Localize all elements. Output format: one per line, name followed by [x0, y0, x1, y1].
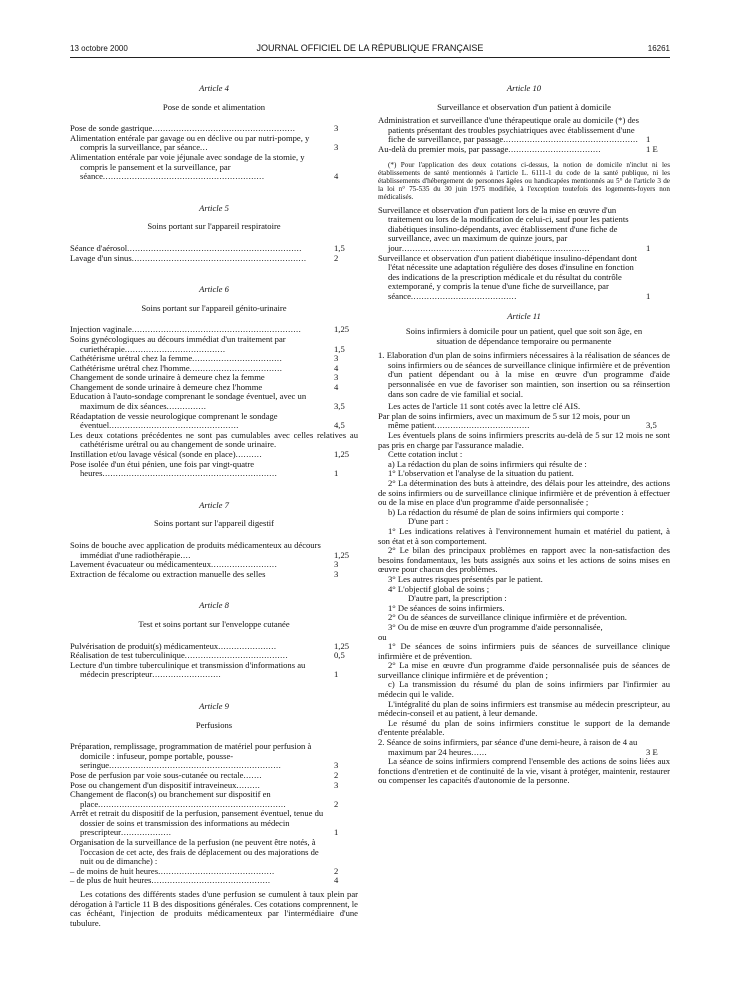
tariff-item-coefficient: 3,5	[334, 401, 345, 412]
tariff-item-label: Réadaptation de vessie neurologique comprenant le sondage éventuel	[70, 410, 278, 431]
tariff-item-label: Réalisation de test tuberculinique	[70, 650, 185, 661]
tariff-item-label: – de plus de huit heures	[70, 875, 152, 886]
paragraph: 1° De séances de soins infirmiers puis de séances de surveillance clinique infirmière et de prévention.	[378, 641, 670, 661]
paragraph: 1° Les indications relatives à l'environnement humain et matériel du patient, à son état et à son comportement.	[378, 525, 670, 546]
right-column	[378, 60, 670, 786]
tariff-item-leader-dots: ........................................	[410, 290, 517, 301]
article-items	[70, 742, 358, 886]
tariff-item-label: Pose de perfusion par voie sous-cutanée ou rectale	[70, 769, 244, 780]
paragraph: 2° Le bilan des principaux problèmes en rapport avec la non-satisfaction des besoins fondamentaux, les buts assignés aux soins et les actions de soins mises en œuvre pour chacun des problèmes.	[378, 545, 670, 575]
article-closing-paragraph: Les cotations des différents stades d'une perfusion se cumulent à taux plein par dérogation à l'article 11 B des dispositions générales. Ces cotations comprennent, le cas échéant, l'injection de produits médicamenteux par l'intermédiaire d'une tubulure.	[70, 889, 358, 928]
tariff-item-coefficient: 1	[646, 134, 651, 145]
tariff-item	[70, 335, 358, 354]
paragraph: 2° Ou de séances de surveillance clinique infirmière et de prévention.	[388, 612, 627, 623]
paragraph: 3° Les autres risques présentés par le patient.	[388, 573, 543, 584]
tariff-item-leader-dots: ...................................................	[503, 134, 639, 145]
article-items	[70, 450, 358, 479]
tariff-item-leader-dots: ...................................	[508, 143, 601, 154]
tariff-item-coefficient: 3	[334, 568, 339, 579]
tariff-item-leader-dots: .................................................	[109, 420, 239, 431]
tariff-item-leader-dots: ......................	[218, 640, 277, 651]
article-heading: Article 9	[199, 700, 229, 711]
tariff-item-coefficient: 1	[334, 468, 339, 479]
tariff-item-leader-dots: ..........	[235, 449, 263, 460]
tariff-item-coefficient: 1,25	[334, 324, 350, 335]
paragraph: D'autre part, la prescription :	[408, 593, 507, 604]
tariff-item	[378, 145, 670, 155]
tariff-item-leader-dots: .............................................	[151, 875, 271, 886]
tariff-item-coefficient: 1	[334, 827, 339, 838]
tariff-item-coefficient: 4	[334, 875, 339, 886]
paragraph: a) La rédaction du plan de soins infirmiers qui résulte de :	[388, 458, 587, 469]
tariff-item-coefficient: 2	[334, 798, 339, 809]
article-heading: Article 10	[506, 83, 542, 93]
tariff-item-label: Au-delà du premier mois, par passage	[378, 143, 509, 154]
tariff-item-leader-dots: ..................................................................	[102, 468, 278, 479]
tariff-item-coefficient: 3	[334, 353, 339, 364]
paragraph: 1° De séances de soins infirmiers.	[388, 602, 505, 613]
tariff-item-leader-dots: ......	[471, 746, 488, 757]
tariff-item-leader-dots: .............................................................	[102, 171, 265, 182]
tariff-item	[378, 254, 670, 302]
tariff-item-coefficient: 2	[334, 252, 339, 263]
tariff-item-coefficient: 0,5	[334, 650, 345, 661]
tariff-item-label: Soins de bouche avec application de produits médicamenteux au décours immédiat d'une radiothérapie	[70, 540, 321, 560]
tariff-item-coefficient: 3	[334, 559, 339, 570]
tariff-item	[70, 254, 358, 264]
tariff-item-leader-dots: ....	[180, 549, 191, 560]
section-title: Soins portant sur l'appareil respiratoire	[147, 221, 281, 232]
tariff-item-label: Changement de flacon(s) ou branchement sur dispositif en place	[70, 789, 271, 809]
tariff-item-leader-dots: ..................................	[192, 353, 283, 364]
tariff-item-coefficient: 1,25	[334, 449, 350, 460]
tariff-item-label: Surveillance et observation d'un patient lors de la mise en œuvre d'un traitement ou lors de la modification de celui-ci, sauf pour les patients diabétiques insulino-dépendants, avec établissement d'une fiche de surveillance, avec un maximum de quinze jours, par jour	[378, 204, 629, 253]
tariff-item-label: Changement de sonde urinaire à demeure chez la femme	[70, 372, 265, 383]
paragraph: 4° L'objectif global de soins ;	[388, 583, 490, 594]
tariff-item-label: Extraction de fécalome ou extraction manuelle des selles	[70, 568, 266, 579]
paragraph: 2° La mise en œuvre d'un programme d'aide personnalisée puis de séances de surveillance clinique infirmière et de prévention ;	[378, 660, 670, 680]
tariff-item-leader-dots: ......................................................	[152, 123, 296, 134]
footnote: (*) Pour l'application des deux cotations ci-dessus, la notion de domicile n'inclut ni les établissements de santé mentionnés à l'article L. 6111-1 du code de la santé publique, ni les établissements d'hébergement de personnes âgées ou handicapées mentionnés au 5° de l'article 3 de la loi n° 75-535 du 30 juin 1975 modifiée, à l'exception toutefois des logements-foyers non médicalisés.	[378, 160, 670, 202]
article-items	[70, 325, 358, 431]
tariff-item-label: Préparation, remplissage, programmation de matériel pour perfusion à domicile : infuseur, pompe portable, pousse-seringue	[70, 741, 312, 771]
tariff-item	[70, 134, 358, 153]
tariff-item-coefficient: 4,5	[334, 420, 345, 431]
paragraph: Cette cotation inclut :	[388, 449, 463, 460]
tariff-item-coefficient: 4	[334, 381, 339, 392]
tariff-item	[378, 738, 670, 757]
article-items	[70, 244, 358, 263]
paragraph: 3° Ou de mise en œuvre d'un programme d'aide personnalisée,	[388, 621, 603, 632]
tariff-item-label: Cathétérisme urétral chez la femme	[70, 353, 193, 364]
article-note: Les deux cotations précédentes ne sont pas cumulables avec celles relatives au cathétérisme urétral ou au changement de sonde urinaire.	[70, 429, 358, 450]
tariff-item-leader-dots: .........	[236, 779, 261, 790]
tariff-item	[70, 153, 358, 182]
tariff-item-label: Organisation de la surveillance de la perfusion (ne peuvent être notés, à l'occasion de cet acte, des frais de déplacement ou des majorations de nuit ou de dimanche) :	[70, 837, 319, 867]
header-page-number: 16261	[647, 44, 670, 53]
article-heading: Article 5	[199, 202, 229, 213]
tariff-item-coefficient: 3	[334, 142, 339, 153]
section-title: Pose de sonde et alimentation	[162, 101, 266, 112]
paragraph: 1. Elaboration d'un plan de soins infirmiers nécessaires à la réalisation de séances de soins infirmiers ou de séances de surveillance clinique infirmière et de prévention d'un patient dépendant ou à la mise en œuvre d'un programme d'aide personnalisée en vue de favoriser son maintien, son insertion ou sa réinsertion dans son cadre de vie familial et social.	[378, 350, 670, 399]
tariff-item	[70, 790, 358, 809]
tariff-item-leader-dots: ...	[200, 142, 208, 153]
tariff-item	[70, 742, 358, 771]
tariff-item-label: Administration et surveillance d'une thérapeutique orale au domicile (*) des patients présentant des troubles psychiatriques avec établissement d'une fiche de surveillance, par passage	[378, 115, 639, 145]
paragraph: Le résumé du plan de soins infirmiers constitue le support de la demande d'entente préalable.	[378, 717, 670, 738]
paragraph: D'une part :	[408, 516, 449, 527]
paragraph: 1° L'observation et l'analyse de la situation du patient.	[388, 468, 574, 479]
tariff-item-leader-dots: ..................................................................	[131, 252, 307, 263]
tariff-item-leader-dots: ...................................	[189, 362, 283, 373]
tariff-item-coefficient: 1,25	[334, 549, 350, 560]
article-items	[70, 642, 358, 680]
tariff-item-coefficient: 4	[334, 362, 339, 373]
article-heading: Article 7	[199, 499, 229, 510]
tariff-item-coefficient: 4	[334, 171, 339, 182]
tariff-item-leader-dots: ............................................	[158, 865, 275, 876]
tariff-item-coefficient: 3	[334, 123, 339, 134]
article-heading: Article 11	[507, 310, 541, 321]
tariff-item-label: Pose isolée d'un étui pénien, une fois par vingt-quatre heures	[70, 458, 255, 479]
tariff-item-label: – de moins de huit heures	[70, 865, 159, 876]
tariff-item	[70, 838, 358, 867]
tariff-item-label: Soins gynécologiques au décours immédiat d'un traitement par curiethérapie	[70, 333, 286, 354]
paragraph: Les éventuels plans de soins infirmiers prescrits au-delà de 5 sur 12 mois ne sont pas pris en charge par l'assurance maladie.	[378, 430, 670, 450]
tariff-item	[70, 460, 358, 479]
tariff-item	[70, 412, 358, 431]
tariff-item-label: Pose de sonde gastrique	[70, 123, 153, 134]
tariff-item-leader-dots: .......	[243, 769, 263, 780]
section-title: Surveillance et observation d'un patient à domicile	[437, 101, 611, 112]
article-items	[378, 116, 670, 154]
page-header	[70, 42, 670, 56]
paragraph: L'intégralité du plan de soins infirmiers est transmise au médecin prescripteur, au médecin-conseil et au patient, à leur demande.	[378, 698, 670, 719]
tariff-item-leader-dots: ..........................	[152, 669, 222, 680]
tariff-item-coefficient: 2	[334, 865, 339, 876]
tariff-item-label: Lavement évacuateur ou médicamenteux	[70, 559, 212, 570]
paragraph: 2° La détermination des buts à atteindre, des délais pour les atteindre, des actions de soins infirmiers ou de surveillance clinique infirmière et de prévention à effectuer ou de la mise en place d'un programme d'aide personnalisée ;	[378, 478, 670, 508]
article-items	[378, 206, 670, 302]
tariff-item-label: Injection vaginale	[70, 324, 132, 335]
tariff-item-coefficient: 3 E	[646, 746, 658, 757]
paragraph: b) La rédaction du résumé de plan de soins infirmiers qui comporte :	[388, 506, 624, 517]
tariff-item-label: Lavage d'un sinus	[70, 252, 132, 263]
tariff-item-coefficient: 1	[334, 669, 339, 680]
tariff-item	[70, 392, 358, 411]
tariff-item	[70, 541, 358, 560]
tariff-item-label: Arrêt et retrait du dispositif de la perfusion, pansement éventuel, tenue du dossier de soins et transmission des informations au médecin prescripteur	[70, 808, 324, 838]
paragraph: Les actes de l'article 11 sont cotés avec la lettre clé AIS.	[388, 401, 581, 412]
tariff-item-coefficient: 3	[334, 779, 339, 790]
article-heading: Article 6	[199, 284, 229, 295]
tariff-item-label: Alimentation entérale par gavage ou en déclive ou par nutri-pompe, y compris la surveillance, par séance	[70, 132, 310, 153]
tariff-item-label: Séance d'aérosol	[70, 242, 128, 253]
tariff-item	[70, 876, 358, 886]
tariff-item	[378, 412, 670, 431]
tariff-item-leader-dots: .......................................................................	[98, 798, 287, 809]
section-title: Test et soins portant sur l'enveloppe cutanée	[138, 618, 290, 629]
tariff-item-coefficient: 3	[334, 372, 339, 383]
tariff-item-label: Cathétérisme urétral chez l'homme	[70, 362, 190, 373]
tariff-item	[70, 661, 358, 680]
article-heading: Article 4	[199, 83, 229, 93]
header-rule	[70, 57, 670, 58]
article-heading: Article 8	[199, 600, 229, 611]
article-items	[70, 124, 358, 182]
section-title: Soins portant sur l'appareil digestif	[154, 518, 274, 529]
tariff-item-leader-dots: .........................	[211, 559, 278, 570]
article-items	[378, 738, 670, 757]
tariff-item-leader-dots: .................................................................	[109, 760, 282, 771]
tariff-item-coefficient: 2	[334, 769, 339, 780]
tariff-item-coefficient: 1 E	[646, 143, 658, 154]
paragraph: La séance de soins infirmiers comprend l'ensemble des actions de soins liées aux fonctions d'entretien et de continuité de la vie, visant à protéger, maintenir, restaurer ou compenser les capacités d'autonomie de la personne.	[378, 756, 670, 786]
section-title: Soins infirmiers à domicile pour un patient, quel que soit son âge, en situation de dépendance temporaire ou permanente	[405, 326, 643, 346]
tariff-item-label: Alimentation entérale par voie jéjunale avec sondage de la stomie, y compris le pansement et la surveillance, par séance	[70, 151, 305, 182]
paragraph: c) La transmission du résumé du plan de soins infirmiers par l'infirmier au médecin qui le valide.	[378, 679, 670, 700]
tariff-item-label: Pulvérisation de produit(s) médicamenteux	[70, 640, 219, 651]
tariff-item-leader-dots: .......................................................................	[401, 242, 590, 253]
left-column	[70, 60, 358, 928]
section-title: Soins portant sur l'appareil génito-urinaire	[141, 302, 287, 313]
tariff-item-label: Changement de sonde urinaire à demeure chez l'homme	[70, 381, 263, 392]
tariff-item-coefficient: 1,25	[334, 640, 350, 651]
tariff-item-coefficient: 1,5	[334, 242, 345, 253]
tariff-item-coefficient: 1	[646, 290, 651, 301]
header-date: 13 octobre 2000	[70, 44, 128, 53]
tariff-item-leader-dots: ..................................................................	[127, 242, 302, 253]
tariff-item-leader-dots: ...............	[166, 401, 207, 412]
tariff-item-leader-dots: ...................	[121, 827, 172, 838]
tariff-item	[70, 809, 358, 838]
tariff-item	[378, 116, 670, 145]
tariff-item	[378, 206, 670, 254]
article-items	[70, 541, 358, 579]
tariff-item-leader-dots: .......................................	[184, 650, 289, 661]
tariff-item-coefficient: 1	[646, 242, 651, 253]
tariff-item-label: Education à l'auto-sondage comprenant le sondage éventuel, avec un maximum de dix séances	[70, 391, 307, 412]
tariff-item-label: 2. Séance de soins infirmiers, par séance d'une demi-heure, à raison de 4 au maximum par 24 heures	[378, 737, 638, 757]
tariff-item-leader-dots: ....................................	[434, 420, 530, 431]
paragraph: ou	[378, 631, 387, 642]
tariff-item-label: Lecture d'un timbre tuberculinique et transmission d'informations au médecin prescripteur	[70, 659, 306, 680]
tariff-item-coefficient: 3	[334, 760, 339, 771]
article-items	[378, 412, 670, 431]
tariff-item-label: Instillation et/ou lavage vésical (sonde en place)	[70, 449, 236, 460]
tariff-item-label: Surveillance et observation d'un patient diabétique insulino-dépendant dont l'état nécessite une adaptation régulière des doses d'insuline en fonction des indications de la prescription médicale et du résultat du contrôle extemporané, y compris la tenue d'une fiche de surveillance, par séance	[378, 252, 638, 301]
tariff-item	[70, 570, 358, 580]
tariff-item-label: Par plan de soins infirmiers, avec un maximum de 5 sur 12 mois, pour un même patient	[378, 410, 631, 431]
header-journal-title: JOURNAL OFFICIEL DE LA RÉPUBLIQUE FRANÇAISE	[256, 43, 484, 53]
tariff-item-leader-dots: ......................................	[124, 343, 226, 354]
section-title: Perfusions	[195, 719, 233, 730]
tariff-item-label: Pose ou changement d'un dispositif intraveineux	[70, 779, 237, 790]
tariff-item-leader-dots: ................................................................	[131, 324, 302, 335]
tariff-item-coefficient: 1,5	[334, 343, 345, 354]
tariff-item-coefficient: 3,5	[646, 420, 657, 431]
